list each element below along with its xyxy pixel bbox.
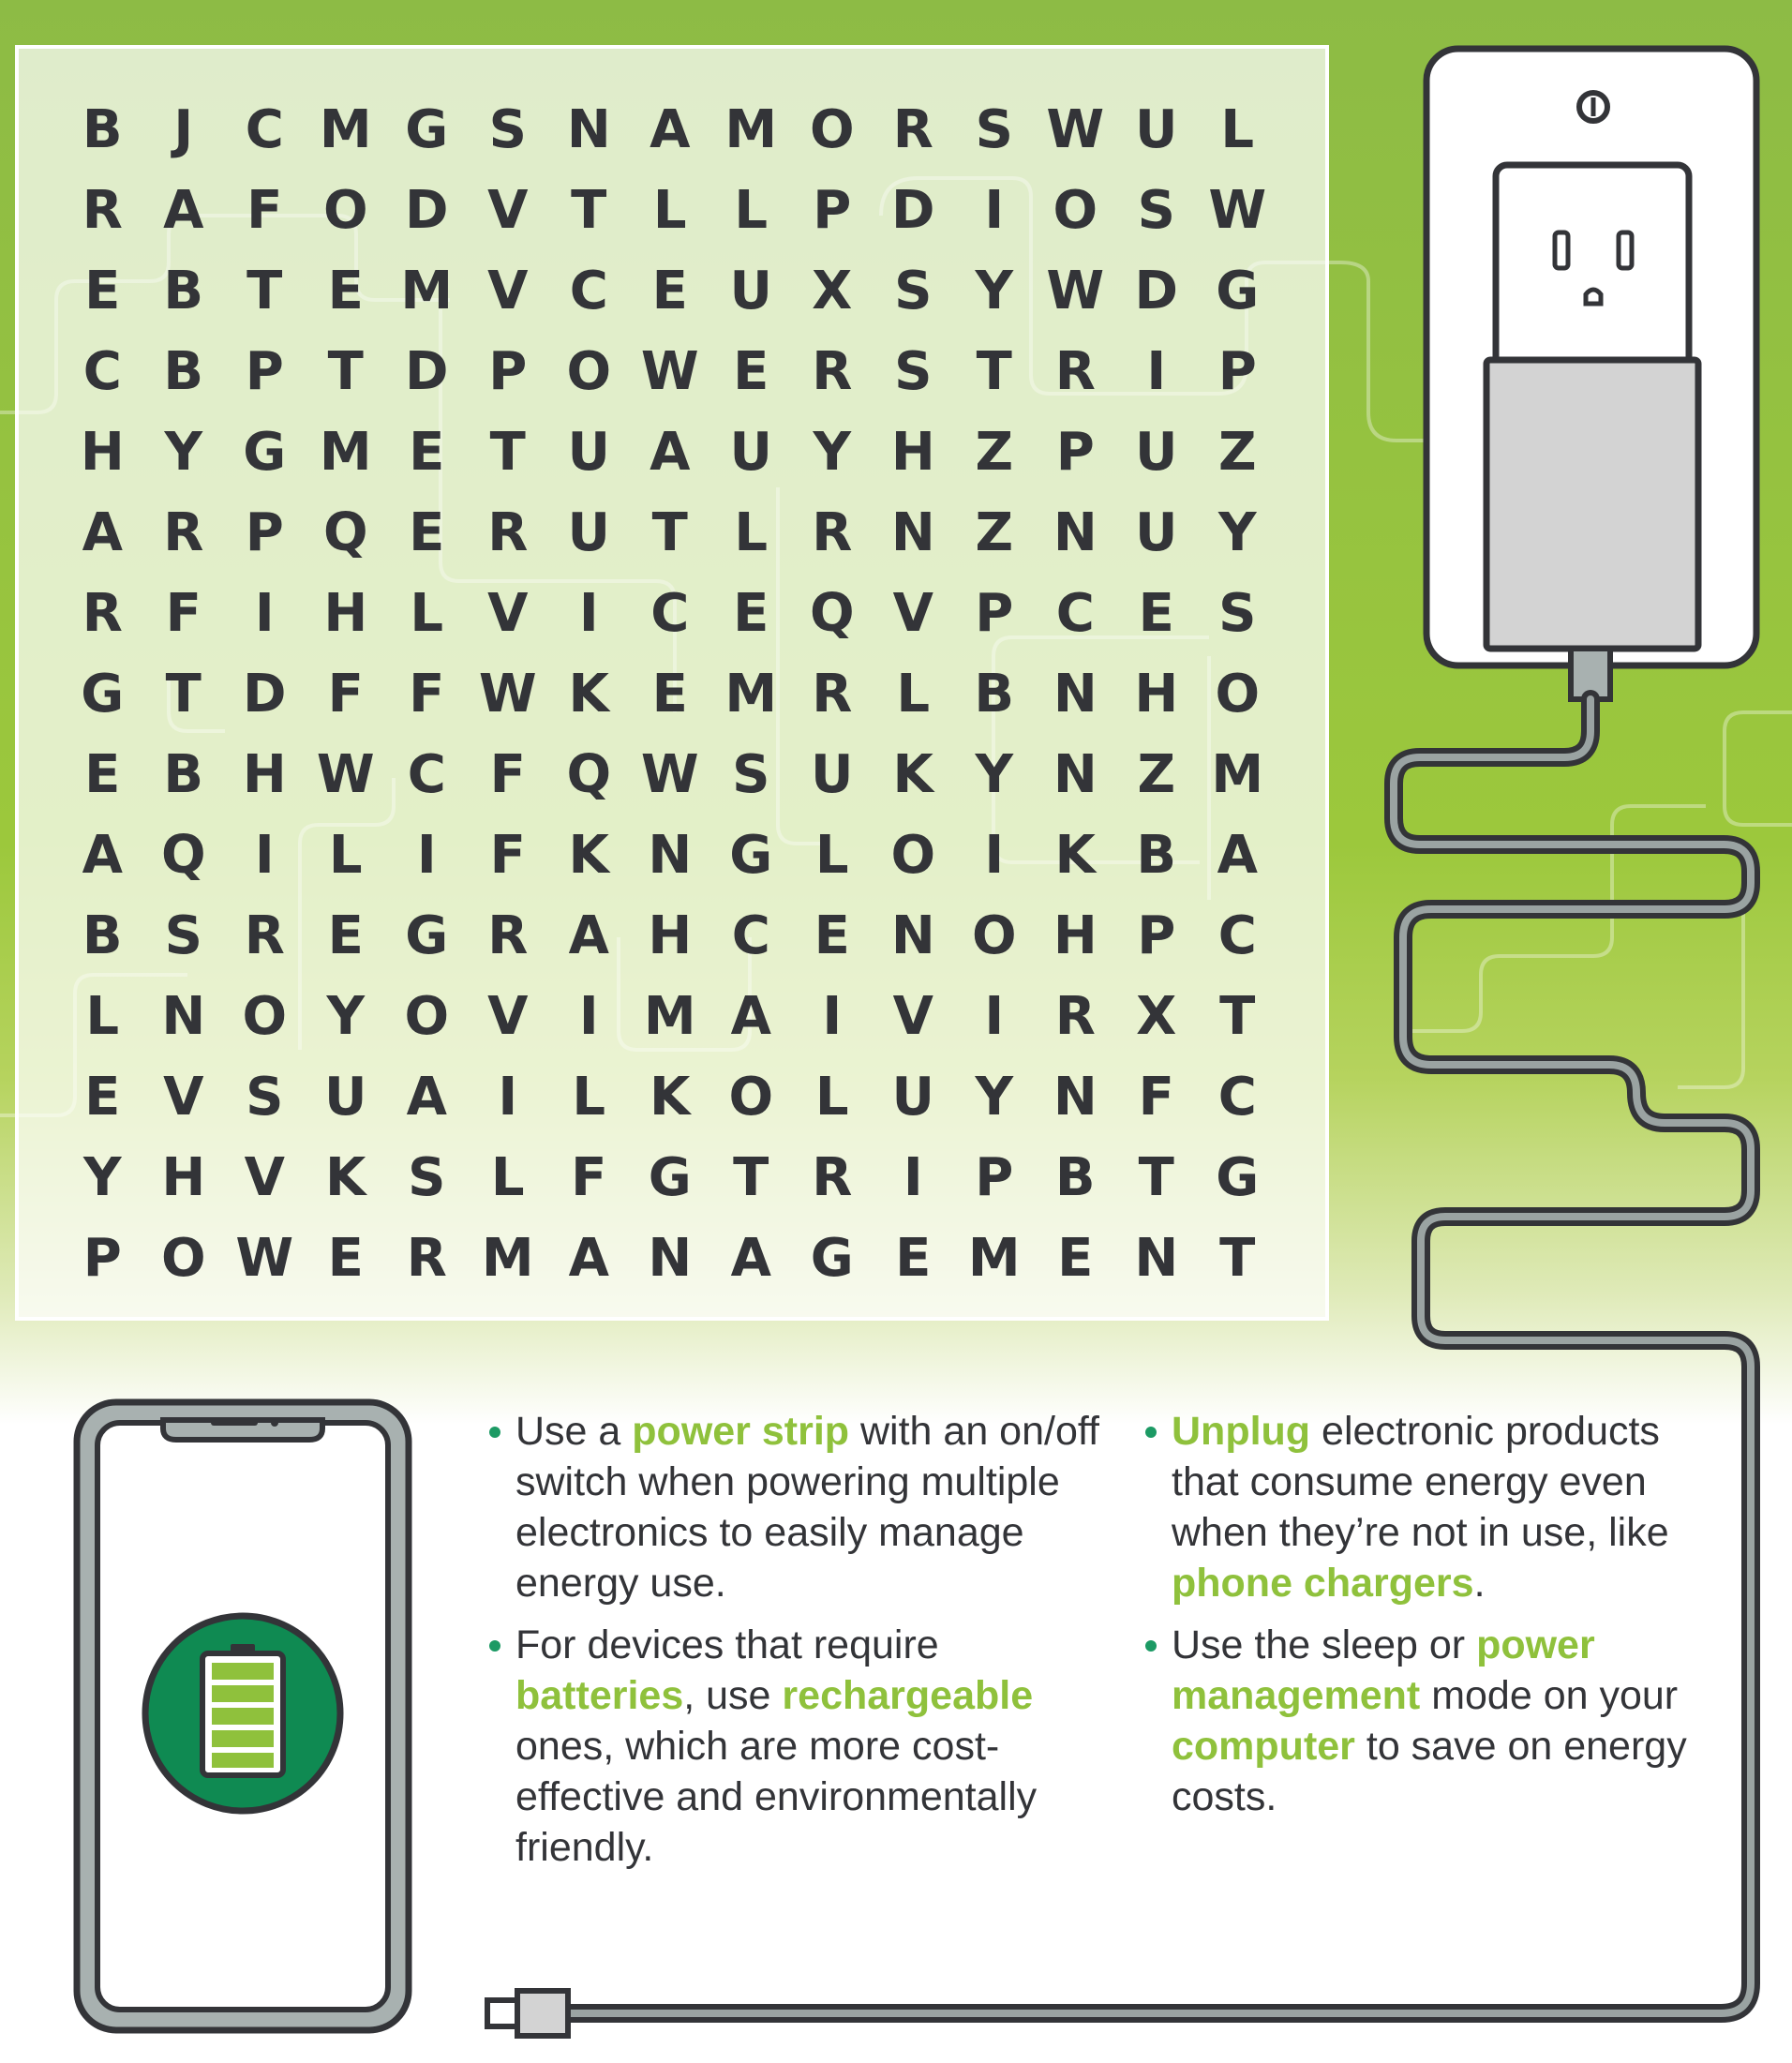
grid-letter[interactable]: B <box>1054 1146 1096 1208</box>
tip-text: to save on energy costs. <box>1172 1724 1687 1819</box>
grid-letter[interactable]: U <box>324 1066 367 1128</box>
grid-letter[interactable]: R <box>406 1227 447 1289</box>
grid-letter[interactable]: F <box>1138 1066 1174 1128</box>
grid-letter[interactable]: R <box>812 1146 853 1208</box>
grid-letter[interactable]: T <box>1138 1146 1174 1208</box>
grid-letter[interactable]: I <box>984 824 1005 886</box>
tip-item <box>1140 1406 1702 1608</box>
grid-letter[interactable]: G <box>405 98 449 160</box>
grid-letter[interactable]: W <box>640 340 699 402</box>
grid-letter[interactable]: E <box>1057 1227 1094 1289</box>
grid-letter[interactable]: F <box>489 743 526 805</box>
grid-letter[interactable]: G <box>1216 1146 1260 1208</box>
grid-letter[interactable]: H <box>1053 904 1098 966</box>
grid-letter[interactable]: I <box>416 824 437 886</box>
grid-letter[interactable]: B <box>82 98 123 160</box>
grid-letter[interactable]: K <box>325 1146 366 1208</box>
grid-letter[interactable]: R <box>244 904 285 966</box>
grid-letter[interactable]: F <box>489 824 526 886</box>
battery-full-icon <box>145 1616 340 1811</box>
grid-letter[interactable]: P <box>245 340 284 402</box>
grid-letter[interactable]: S <box>1218 582 1257 644</box>
grid-letter[interactable]: K <box>650 1066 691 1128</box>
grid-letter[interactable]: A <box>406 1066 447 1128</box>
tip-text: ones, which are more cost-effective and environmentally friendly. <box>515 1724 1038 1870</box>
grid-letter[interactable]: M <box>724 663 778 725</box>
grid-letter[interactable]: T <box>571 179 607 241</box>
grid-letter[interactable]: W <box>1046 98 1105 160</box>
grid-letter[interactable]: V <box>892 985 933 1047</box>
grid-letter[interactable]: D <box>243 663 287 725</box>
grid-letter[interactable]: D <box>1134 260 1178 321</box>
grid-letter[interactable]: R <box>812 501 853 563</box>
grid-letter[interactable]: E <box>327 1227 364 1289</box>
grid-letter[interactable]: V <box>892 582 933 644</box>
grid-letter[interactable]: B <box>163 743 204 805</box>
grid-letter[interactable]: H <box>161 1146 206 1208</box>
grid-letter[interactable]: N <box>890 904 935 966</box>
grid-letter[interactable]: I <box>254 582 275 644</box>
grid-letter[interactable]: G <box>810 1227 854 1289</box>
grid-letter[interactable]: O <box>566 340 612 402</box>
grid-letter[interactable]: P <box>1217 340 1257 402</box>
grid-letter[interactable]: W <box>316 743 375 805</box>
grid-letter[interactable]: R <box>163 501 204 563</box>
grid-letter[interactable]: L <box>734 501 769 563</box>
grid-letter[interactable]: Y <box>1217 501 1257 563</box>
grid-letter[interactable]: C <box>731 904 770 966</box>
grid-letter[interactable]: E <box>84 1066 121 1128</box>
grid-letter[interactable]: B <box>1136 824 1177 886</box>
grid-letter[interactable]: N <box>1134 1227 1179 1289</box>
grid-letter[interactable]: W <box>640 743 699 805</box>
grid-letter[interactable]: O <box>809 98 855 160</box>
grid-letter[interactable]: U <box>567 501 610 563</box>
grid-letter[interactable]: F <box>409 663 445 725</box>
tip-text: Use the sleep or <box>1172 1622 1477 1667</box>
grid-letter[interactable]: N <box>161 985 206 1047</box>
tip-text: . <box>1473 1561 1486 1606</box>
grid-letter[interactable]: Y <box>813 421 852 483</box>
tip-keyword: rechargeable <box>782 1673 1034 1718</box>
grid-letter[interactable]: N <box>1053 743 1098 805</box>
grid-letter[interactable]: I <box>578 582 599 644</box>
grid-letter[interactable]: O <box>322 179 368 241</box>
grid-letter[interactable]: C <box>245 98 284 160</box>
grid-letter[interactable]: Y <box>975 743 1014 805</box>
grid-letter[interactable]: O <box>160 1227 206 1289</box>
tip-text: with an on/off switch when powering multiple electronics to easily manage energy use. <box>515 1409 1099 1606</box>
tip-keyword: power management <box>1172 1622 1595 1718</box>
grid-letter[interactable]: P <box>1055 421 1095 483</box>
grid-letter[interactable]: S <box>1137 179 1175 241</box>
grid-letter[interactable]: A <box>1217 824 1258 886</box>
grid-letter[interactable]: F <box>246 179 283 241</box>
grid-letter[interactable]: L <box>85 985 120 1047</box>
smartphone-icon <box>77 1402 409 2030</box>
grid-letter[interactable]: T <box>165 663 202 725</box>
grid-letter[interactable]: O <box>728 1066 774 1128</box>
grid-letter[interactable]: G <box>81 663 125 725</box>
grid-letter[interactable]: E <box>651 663 688 725</box>
grid-letter[interactable]: W <box>1046 260 1105 321</box>
grid-letter[interactable]: U <box>1135 421 1178 483</box>
grid-letter[interactable]: P <box>975 1146 1014 1208</box>
grid-letter[interactable]: T <box>1219 985 1256 1047</box>
grid-letter[interactable]: E <box>409 501 445 563</box>
grid-letter[interactable]: M <box>643 985 696 1047</box>
grid-letter[interactable]: H <box>648 904 693 966</box>
grid-letter[interactable]: V <box>487 260 529 321</box>
grid-letter[interactable]: U <box>1135 501 1178 563</box>
grid-letter[interactable]: B <box>974 663 1015 725</box>
grid-letter[interactable]: E <box>895 1227 932 1289</box>
grid-letter[interactable]: P <box>245 501 284 563</box>
grid-letter[interactable]: L <box>814 1066 849 1128</box>
grid-letter[interactable]: N <box>890 501 935 563</box>
grid-letter[interactable]: R <box>487 904 529 966</box>
grid-letter[interactable]: E <box>733 582 769 644</box>
grid-letter[interactable]: L <box>328 824 363 886</box>
grid-letter[interactable]: J <box>173 98 194 160</box>
grid-letter[interactable]: C <box>1217 1066 1257 1128</box>
grid-letter[interactable]: M <box>967 1227 1021 1289</box>
grid-letter[interactable]: G <box>648 1146 692 1208</box>
grid-letter[interactable]: H <box>80 421 125 483</box>
grid-letter[interactable]: L <box>652 179 687 241</box>
grid-letter[interactable]: Z <box>975 501 1014 563</box>
grid-letter[interactable]: E <box>814 904 850 966</box>
grid-letter[interactable]: I <box>578 985 599 1047</box>
grid-letter[interactable]: E <box>84 743 121 805</box>
grid-letter[interactable]: Z <box>1137 743 1176 805</box>
tip-item <box>1140 1620 1702 1822</box>
grid-letter[interactable]: P <box>975 582 1014 644</box>
tip-text: electronic products that consume energy even when they’re not in use, like <box>1172 1409 1669 1555</box>
tip-item <box>484 1406 1112 1608</box>
grid-letter[interactable]: G <box>405 904 449 966</box>
grid-letter[interactable]: C <box>569 260 608 321</box>
grid-letter[interactable]: V <box>163 1066 204 1128</box>
grid-letter[interactable]: D <box>405 340 449 402</box>
grid-letter[interactable]: T <box>327 340 364 402</box>
grid-letter[interactable]: C <box>650 582 690 644</box>
grid-letter[interactable]: R <box>1054 985 1096 1047</box>
grid-letter[interactable]: A <box>650 421 691 483</box>
grid-letter[interactable]: E <box>733 340 769 402</box>
grid-letter[interactable]: R <box>812 663 853 725</box>
grid-letter[interactable]: A <box>568 1227 609 1289</box>
grid-letter[interactable]: Q <box>809 582 855 644</box>
grid-letter[interactable]: T <box>733 1146 769 1208</box>
tip-keyword: computer <box>1172 1724 1355 1769</box>
grid-letter[interactable]: L <box>1220 98 1255 160</box>
grid-letter[interactable]: T <box>246 260 283 321</box>
grid-letter[interactable]: G <box>1216 260 1260 321</box>
grid-letter[interactable]: K <box>568 663 609 725</box>
grid-letter[interactable]: G <box>729 824 773 886</box>
grid-letter[interactable]: L <box>734 179 769 241</box>
grid-letter[interactable]: A <box>730 1227 771 1289</box>
grid-letter[interactable]: N <box>648 1227 693 1289</box>
tip-keyword: batteries <box>515 1673 684 1718</box>
grid-letter[interactable]: S <box>164 904 202 966</box>
grid-letter[interactable]: E <box>1138 582 1174 644</box>
grid-letter[interactable]: Y <box>82 1146 122 1208</box>
grid-letter[interactable]: Z <box>975 421 1014 483</box>
grid-letter[interactable]: E <box>84 260 121 321</box>
grid-letter[interactable]: I <box>1146 340 1167 402</box>
grid-letter[interactable]: W <box>235 1227 294 1289</box>
grid-letter[interactable]: S <box>894 260 933 321</box>
grid-letter[interactable]: U <box>1135 98 1178 160</box>
grid-letter[interactable]: H <box>323 582 368 644</box>
grid-letter[interactable]: U <box>729 421 772 483</box>
grid-letter[interactable]: I <box>498 1066 518 1128</box>
grid-letter[interactable]: M <box>481 1227 534 1289</box>
usb-plug-icon <box>487 1991 568 2036</box>
grid-letter[interactable]: L <box>410 582 444 644</box>
grid-letter[interactable]: N <box>1053 501 1098 563</box>
grid-letter[interactable]: V <box>487 179 529 241</box>
grid-letter[interactable]: C <box>407 743 446 805</box>
grid-letter[interactable]: D <box>891 179 935 241</box>
grid-letter[interactable]: L <box>572 1066 606 1128</box>
grid-letter[interactable]: R <box>892 98 933 160</box>
grid-letter[interactable]: Y <box>326 985 366 1047</box>
grid-letter[interactable]: L <box>490 1146 525 1208</box>
grid-letter[interactable]: N <box>566 98 611 160</box>
tip-keyword: Unplug <box>1172 1409 1311 1454</box>
grid-letter[interactable]: R <box>487 501 529 563</box>
grid-letter[interactable]: E <box>651 260 688 321</box>
grid-letter[interactable]: P <box>488 340 528 402</box>
grid-letter[interactable]: T <box>651 501 688 563</box>
tip-text: For devices that require <box>515 1622 939 1667</box>
grid-letter[interactable]: I <box>984 985 1005 1047</box>
grid-letter[interactable]: O <box>1215 663 1261 725</box>
tip-item <box>484 1620 1112 1873</box>
grid-letter[interactable]: M <box>400 260 454 321</box>
grid-letter[interactable]: K <box>1054 824 1096 886</box>
grid-letter[interactable]: A <box>82 824 123 886</box>
grid-letter[interactable]: N <box>648 824 693 886</box>
grid-letter[interactable]: B <box>82 904 123 966</box>
tip-keyword: phone chargers <box>1172 1561 1474 1606</box>
grid-letter[interactable]: S <box>488 98 527 160</box>
grid-letter[interactable]: A <box>650 98 691 160</box>
tip-text: mode on your <box>1420 1673 1679 1718</box>
grid-letter[interactable]: I <box>903 1146 923 1208</box>
grid-letter[interactable]: S <box>246 1066 284 1128</box>
tip-keyword: power strip <box>632 1409 850 1454</box>
grid-letter[interactable]: P <box>1137 904 1176 966</box>
grid-letter[interactable]: C <box>82 340 122 402</box>
grid-letter[interactable]: I <box>822 985 843 1047</box>
grid-letter[interactable]: R <box>1054 340 1096 402</box>
grid-letter[interactable]: Y <box>975 1066 1014 1128</box>
grid-letter[interactable]: Z <box>1217 421 1257 483</box>
grid-letter[interactable]: A <box>82 501 123 563</box>
grid-letter[interactable]: O <box>404 985 450 1047</box>
grid-letter[interactable]: S <box>732 743 770 805</box>
grid-letter[interactable]: S <box>975 98 1013 160</box>
grid-letter[interactable]: W <box>1208 179 1267 241</box>
grid-letter[interactable]: U <box>891 1066 934 1128</box>
grid-letter[interactable]: C <box>1217 904 1257 966</box>
grid-letter[interactable]: N <box>1053 1066 1098 1128</box>
grid-letter[interactable]: E <box>327 904 364 966</box>
grid-letter[interactable]: R <box>812 340 853 402</box>
grid-letter[interactable]: A <box>568 904 609 966</box>
grid-letter[interactable]: T <box>489 421 526 483</box>
grid-letter[interactable]: O <box>971 904 1017 966</box>
grid-letter[interactable]: B <box>163 340 204 402</box>
grid-letter[interactable]: E <box>409 421 445 483</box>
grid-letter[interactable]: P <box>813 179 852 241</box>
grid-letter[interactable]: O <box>242 985 288 1047</box>
grid-letter[interactable]: Q <box>160 824 206 886</box>
grid-letter[interactable]: K <box>568 824 609 886</box>
grid-letter[interactable]: M <box>319 421 372 483</box>
grid-letter[interactable]: S <box>894 340 933 402</box>
grid-letter[interactable]: M <box>1211 743 1264 805</box>
grid-letter[interactable]: O <box>1053 179 1098 241</box>
grid-letter[interactable]: B <box>163 260 204 321</box>
grid-letter[interactable]: A <box>163 179 204 241</box>
tips-list-right <box>1140 1406 1702 1833</box>
grid-letter[interactable]: P <box>82 1227 122 1289</box>
grid-letter[interactable]: L <box>814 824 849 886</box>
grid-letter[interactable]: Y <box>975 260 1014 321</box>
grid-letter[interactable]: R <box>82 179 123 241</box>
grid-letter[interactable]: L <box>896 663 931 725</box>
grid-letter[interactable]: I <box>254 824 275 886</box>
grid-letter[interactable]: T <box>1219 1227 1256 1289</box>
grid-letter[interactable]: Y <box>164 421 203 483</box>
grid-letter[interactable]: R <box>82 582 123 644</box>
grid-letter[interactable]: O <box>890 824 936 886</box>
grid-letter[interactable]: X <box>812 260 853 321</box>
tip-text: , use <box>683 1673 783 1718</box>
grid-letter[interactable]: F <box>165 582 202 644</box>
grid-letter[interactable]: W <box>478 663 537 725</box>
grid-letter[interactable]: A <box>730 985 771 1047</box>
grid-letter[interactable]: G <box>243 421 287 483</box>
grid-letter[interactable]: V <box>244 1146 285 1208</box>
grid-letter[interactable]: T <box>976 340 1012 402</box>
grid-letter[interactable]: V <box>487 985 529 1047</box>
tips-list-left <box>484 1406 1112 1884</box>
grid-letter[interactable]: I <box>984 179 1005 241</box>
grid-letter[interactable]: S <box>408 1146 446 1208</box>
grid-letter[interactable]: K <box>892 743 933 805</box>
grid-letter[interactable]: Q <box>322 501 368 563</box>
grid-letter[interactable]: F <box>571 1146 607 1208</box>
grid-letter[interactable]: F <box>327 663 364 725</box>
grid-letter[interactable]: Q <box>566 743 612 805</box>
grid-letter[interactable]: H <box>1134 663 1179 725</box>
grid-letter[interactable]: N <box>1053 663 1098 725</box>
grid-letter[interactable]: H <box>890 421 935 483</box>
grid-letter[interactable]: U <box>567 421 610 483</box>
grid-letter[interactable]: U <box>811 743 854 805</box>
grid-letter[interactable]: M <box>724 98 778 160</box>
grid-letter[interactable]: X <box>1136 985 1177 1047</box>
grid-letter[interactable]: D <box>405 179 449 241</box>
grid-letter[interactable]: U <box>729 260 772 321</box>
tip-text: Use a <box>515 1409 633 1454</box>
grid-letter[interactable]: V <box>487 582 529 644</box>
grid-letter[interactable]: M <box>319 98 372 160</box>
grid-letter[interactable]: C <box>1055 582 1095 644</box>
grid-letter[interactable]: H <box>242 743 287 805</box>
grid-letter[interactable]: E <box>327 260 364 321</box>
word-search-grid[interactable] <box>62 89 1278 1298</box>
